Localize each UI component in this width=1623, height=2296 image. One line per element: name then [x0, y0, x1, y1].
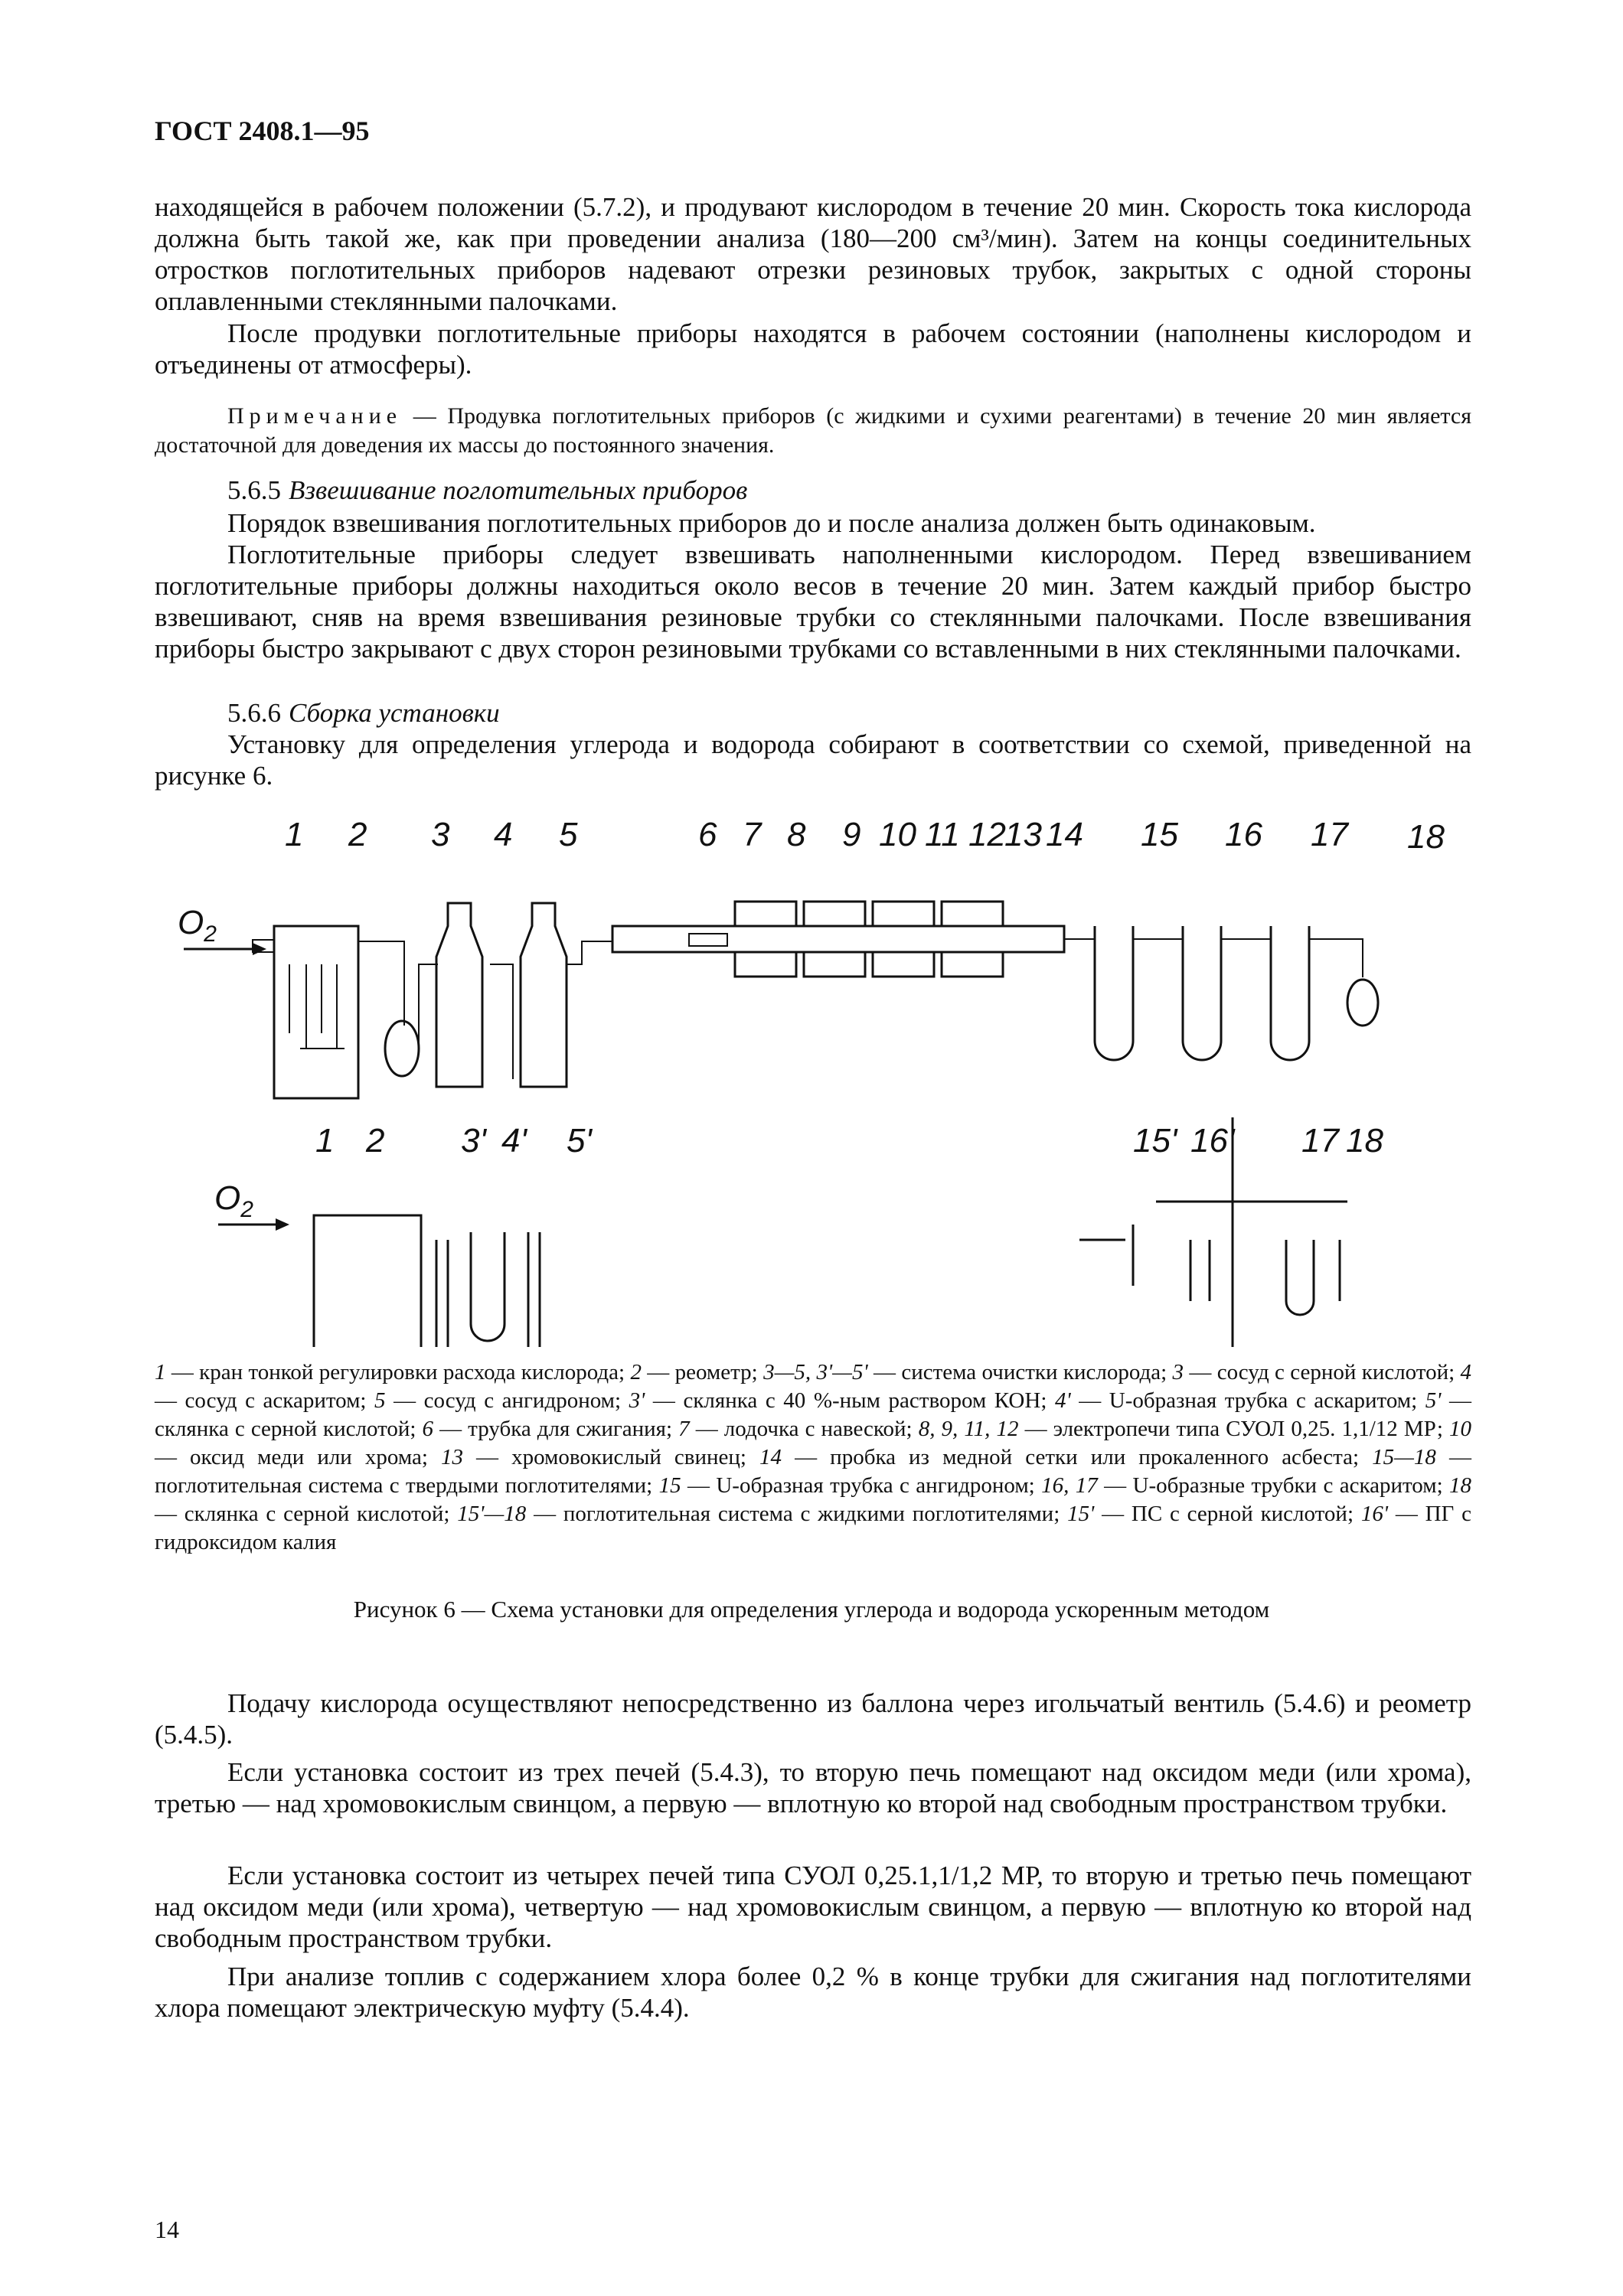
combustion-tube [612, 926, 1064, 952]
page-header: ГОСТ 2408.1—95 [155, 116, 370, 146]
section-title: Взвешивание поглотительных приборов [289, 475, 748, 505]
label-b1: 1 [315, 1122, 335, 1159]
label-b18: 18 [1346, 1122, 1383, 1159]
label-9: 9 [842, 816, 861, 853]
label-18: 18 [1407, 818, 1445, 856]
label-13: 13 [1004, 816, 1042, 853]
bottom-right-vessels [1079, 1225, 1340, 1315]
section-number: 5.6.5 [227, 475, 281, 505]
u-tube-15 [1095, 926, 1133, 1060]
rheometer-tubes [289, 964, 345, 1049]
o2-arrow-head-top [253, 943, 266, 955]
top-labels [285, 816, 1445, 856]
section-5-6-5-heading [227, 475, 747, 506]
label-10: 10 [879, 816, 916, 853]
rheometer-top [274, 926, 358, 1098]
section-number: 5.6.6 [227, 698, 281, 728]
label-16: 16 [1225, 816, 1262, 853]
vessel-5 [521, 903, 567, 1087]
label-5: 5 [559, 816, 578, 853]
figure-legend: 1 — кран тонкой регулировки расхода кислорода; 2 — реометр; 3—5, 3'—5' — система очистки кислорода; 3 — сосуд с серной кислотой; 4 — сосуд с аскаритом; 5 — сосуд с ангидроном; 3' — склянка с 40 %-ным раствором КОН; 4' — U-образная трубка с аскаритом; 5' — склянка с серной кислотой; 6 — трубка для сжигания; 7 — лодочка с навеской; 8, 9, 11, 12 — электропечи типа СУОЛ 0,25. 1,1/12 МР; 10 — оксид меди или хрома; 13 — хромовокислый свинец; 14 — пробка из медной сетки или прокаленного асбеста; 15—18 — поглотительная система с твердыми поглотителями; 15 — U-образная трубка с ангидроном; 16, 17 — U-образные трубки с аскаритом; 18 — склянка с серной кислотой; 15'—18 — поглотительная система с жидкими поглотителями; 15' — ПС с серной кислотой; 16' — ПГ с гидроксидом калия [155, 1360, 1472, 1554]
label-b3: 3' [461, 1122, 486, 1159]
label-8: 8 [787, 816, 806, 853]
paragraph-weighing: Поглотительные приборы следует взвешивать наполненными кислородом. Перед взвешиванием поглотительные приборы должны находиться около весов в течение 20 мин. Затем каждый прибор быстро взвешивают, сняв на время взвешивания резиновые трубки со стеклянными палочками. После взвешивания приборы быстро закрывают с двух сторон резиновыми трубками со вставленными в них стеклянными палочками. [155, 540, 1471, 664]
paragraph-after-purge: После продувки поглотительные приборы находятся в рабочем состоянии (наполнены кислородом и отъединены от атмосферы). [155, 318, 1471, 380]
boat-7 [689, 934, 727, 946]
o2-label-top: $O_2$ [178, 904, 217, 947]
o2-label-bottom: $O_2$ [214, 1179, 253, 1222]
label-1: 1 [285, 816, 304, 853]
label-2: 2 [348, 816, 367, 853]
rheometer-bottom [314, 1215, 421, 1347]
label-3: 3 [431, 816, 450, 853]
section-5-6-6-heading [227, 697, 500, 729]
label-12: 12 [968, 816, 1006, 853]
paragraph-chlorine: При анализе топлив с содержанием хлора более 0,2 % в конце трубки для сжигания над поглотителями хлора помещают электрическую муфту (5.4.4). [155, 1962, 1471, 2023]
note-text: — Продувка поглотительных приборов (с жидкими и сухими реагентами) в течение 20 мин является достаточной для доведения их массы до постоянного значения. [155, 403, 1471, 458]
note [155, 402, 1471, 460]
vessel-4 [436, 903, 482, 1087]
label-7: 7 [743, 816, 762, 853]
paragraph-three-furnaces: Если установка состоит из трех печей (5.4.3), то вторую печь помещают над оксидом меди (или хрома), третью — над хромовокислым свинцом, а первую — вплотную ко второй над свободным пространством трубки. [155, 1757, 1471, 1818]
figure-caption: Рисунок 6 — Схема установки для определения углерода и водорода ускоренным методом [353, 1596, 1270, 1623]
apparatus-diagram [0, 811, 1623, 1347]
vessel-3 [385, 1021, 419, 1076]
paragraph-weighing-order: Порядок взвешивания поглотительных приборов до и после анализа должен быть одинаковым. [227, 508, 1316, 538]
label-11: 11 [925, 816, 960, 853]
u-tube-17 [1271, 926, 1309, 1060]
paragraph-assembly: Установку для определения углерода и водорода собирают в соответствии со схемой, приведенной на рисунке 6. [155, 729, 1471, 791]
furnaces [735, 902, 1003, 977]
label-b16: 16' [1190, 1122, 1235, 1159]
label-b15: 15' [1133, 1122, 1177, 1159]
page-number: 14 [155, 2216, 179, 2243]
note-label: Примечание [227, 403, 403, 429]
paragraph-continuation: находящейся в рабочем положении (5.7.2), и продувают кислородом в течение 20 мин. Скорость тока кислорода должна быть такой же, как при проведении анализа (180—200 см³/мин). Затем на концы соединительных отростков поглотительных приборов надевают отрезки резиновых трубок, закрытых с одной стороны оплавленными стеклянными палочками. [155, 192, 1471, 316]
label-b5: 5' [567, 1122, 592, 1159]
label-4: 4 [494, 816, 513, 853]
label-15: 15 [1141, 816, 1178, 853]
flask-18 [1347, 980, 1378, 1026]
label-6: 6 [698, 816, 717, 853]
label-b17: 17 [1301, 1122, 1339, 1159]
label-14: 14 [1046, 816, 1083, 853]
paragraph-four-furnaces: Если установка состоит из четырех печей типа СУОЛ 0,25.1,1/1,2 МР, то вторую и третью печь помещают над оксидом меди (или хрома), четвертую — над хромовокислым свинцом, а первую — вплотную ко второй над свободным пространством трубки. [155, 1861, 1471, 1953]
u-tube-16 [1183, 926, 1221, 1060]
label-b4: 4' [501, 1122, 527, 1159]
section-title: Сборка установки [289, 698, 500, 728]
bottom-left-vessels [436, 1232, 540, 1347]
label-b2: 2 [366, 1122, 385, 1159]
paragraph-oxygen-supply: Подачу кислорода осуществляют непосредственно из баллона через игольчатый вентиль (5.4.6) и реометр (5.4.5). [155, 1688, 1471, 1750]
label-17: 17 [1311, 816, 1348, 853]
